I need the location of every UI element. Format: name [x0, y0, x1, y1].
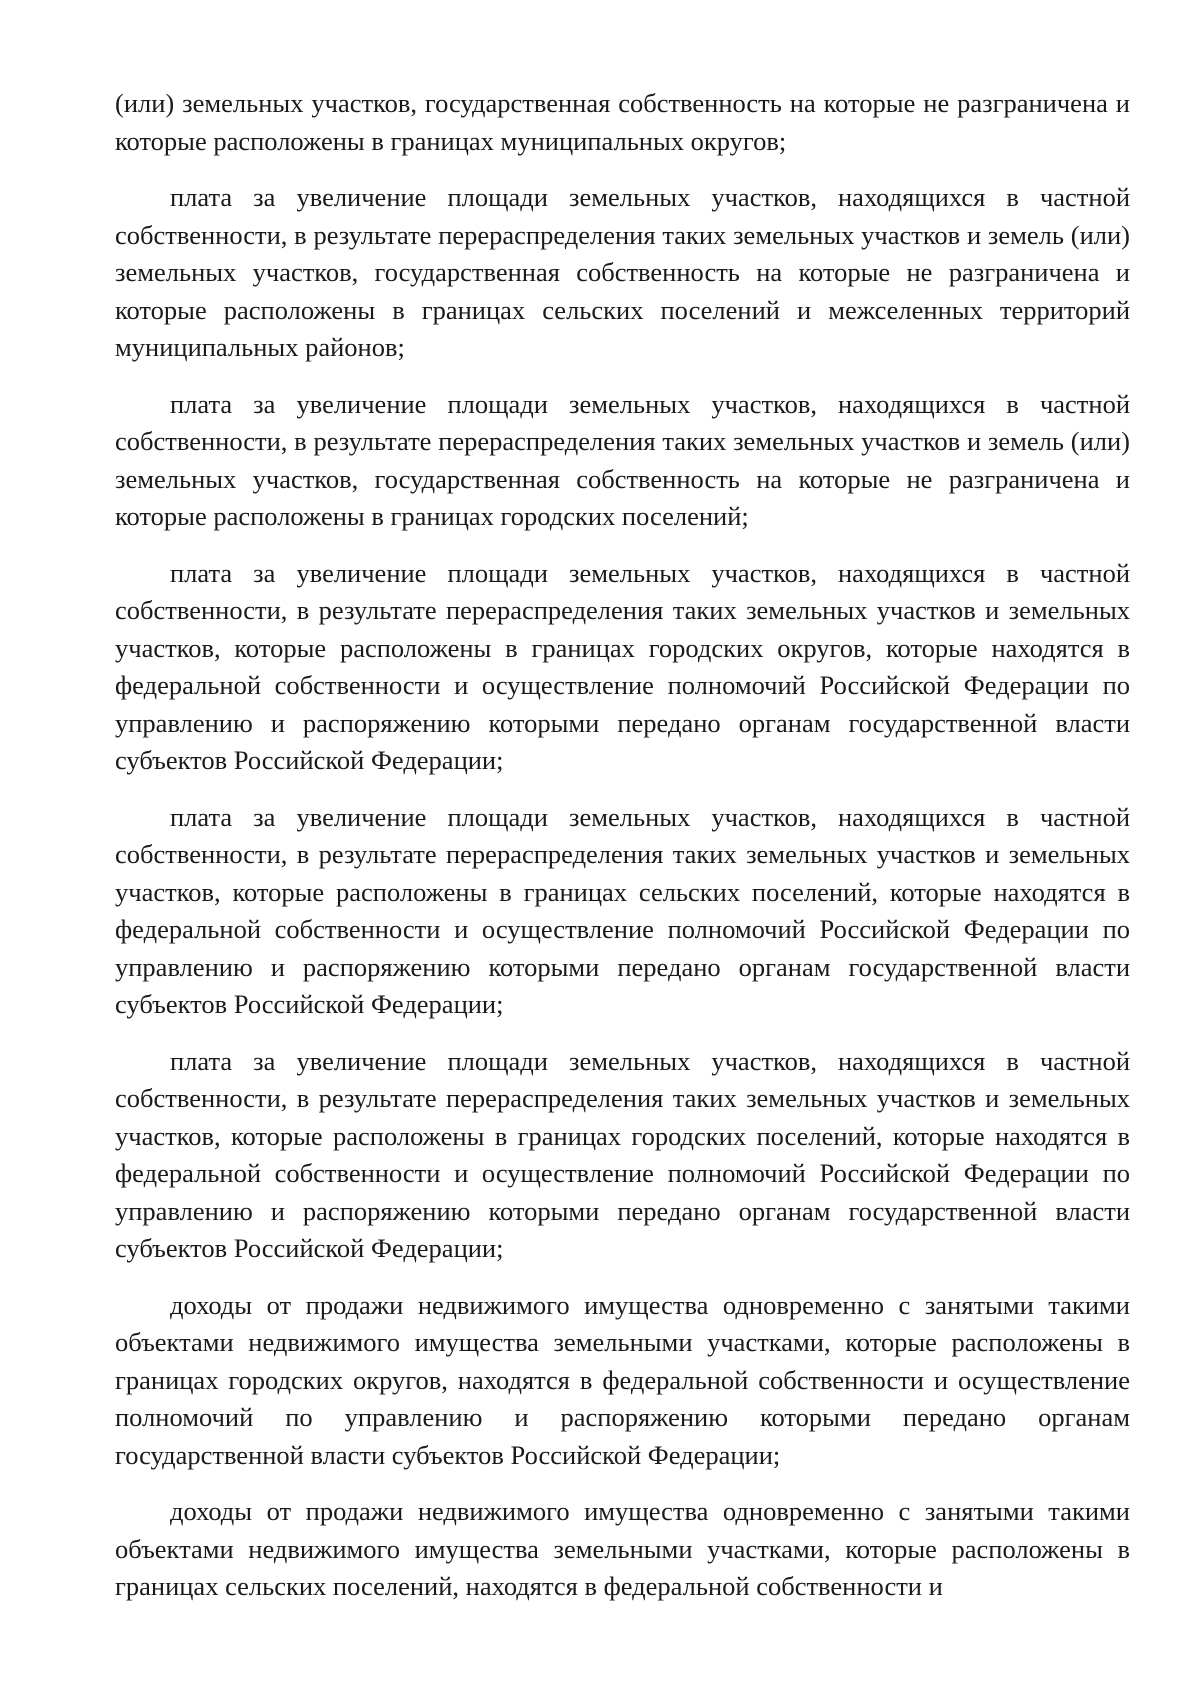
paragraph-rural-settlements-fee: плата за увеличение площади земельных участков, находящихся в частной собственности, в результате перераспределения таких земельных участков и земель (или) земельных участков, государственная собственность на которые не разграничена и которые расположены в границах сельских поселений и межселенных территорий муниципальных районов; [115, 182, 1130, 362]
paragraph-property-sale-rural-settlements: доходы от продажи недвижимого имущества одновременно с занятыми такими объектами недвижимого имущества земельными участками, которые расположены в границах сельских поселений, находятся в федеральной собственности и [115, 1496, 1130, 1601]
document-page [115, 85, 1130, 1625]
paragraph-urban-settlements-fee: плата за увеличение площади земельных участков, находящихся в частной собственности, в результате перераспределения таких земельных участков и земель (или) земельных участков, государственная собственность на которые не разграничена и которые расположены в границах городских поселений; [115, 388, 1130, 531]
paragraph-property-sale-urban-districts: доходы от продажи недвижимого имущества одновременно с занятыми такими объектами недвижимого имущества земельными участками, которые расположены в границах городских округов, находятся в федеральной собственности и осуществление полномочий по управлению и распоряжению которыми передано органам государственной власти субъектов Российской Федерации; [115, 1289, 1130, 1470]
paragraph-municipal-districts: (или) земельных участков, государственная собственность на которые не разграничена и которые расположены в границах муниципальных округов; [115, 88, 1130, 156]
paragraph-rural-settlements-federal: плата за увеличение площади земельных участков, находящихся в частной собственности, в результате перераспределения таких земельных участков и земельных участков, которые расположены в границах сельских поселений, которые находятся в федеральной собственности и осуществление полномочий Российской Федерации по управлению и распоряжению которыми передано органам государственной власти субъектов Российской Федерации; [115, 801, 1130, 1019]
paragraph-urban-settlements-federal: плата за увеличение площади земельных участков, находящихся в частной собственности, в результате перераспределения таких земельных участков и земельных участков, которые расположены в границах городских поселений, которые находятся в федеральной собственности и осуществление полномочий Российской Федерации по управлению и распоряжению которыми передано органам государственной власти субъектов Российской Федерации; [115, 1045, 1130, 1263]
paragraph-urban-districts-federal: плата за увеличение площади земельных участков, находящихся в частной собственности, в результате перераспределения таких земельных участков и земельных участков, которые расположены в границах городских округов, которые находятся в федеральной собственности и осуществление полномочий Российской Федерации по управлению и распоряжению которыми передано органам государственной власти субъектов Российской Федерации; [115, 557, 1130, 775]
